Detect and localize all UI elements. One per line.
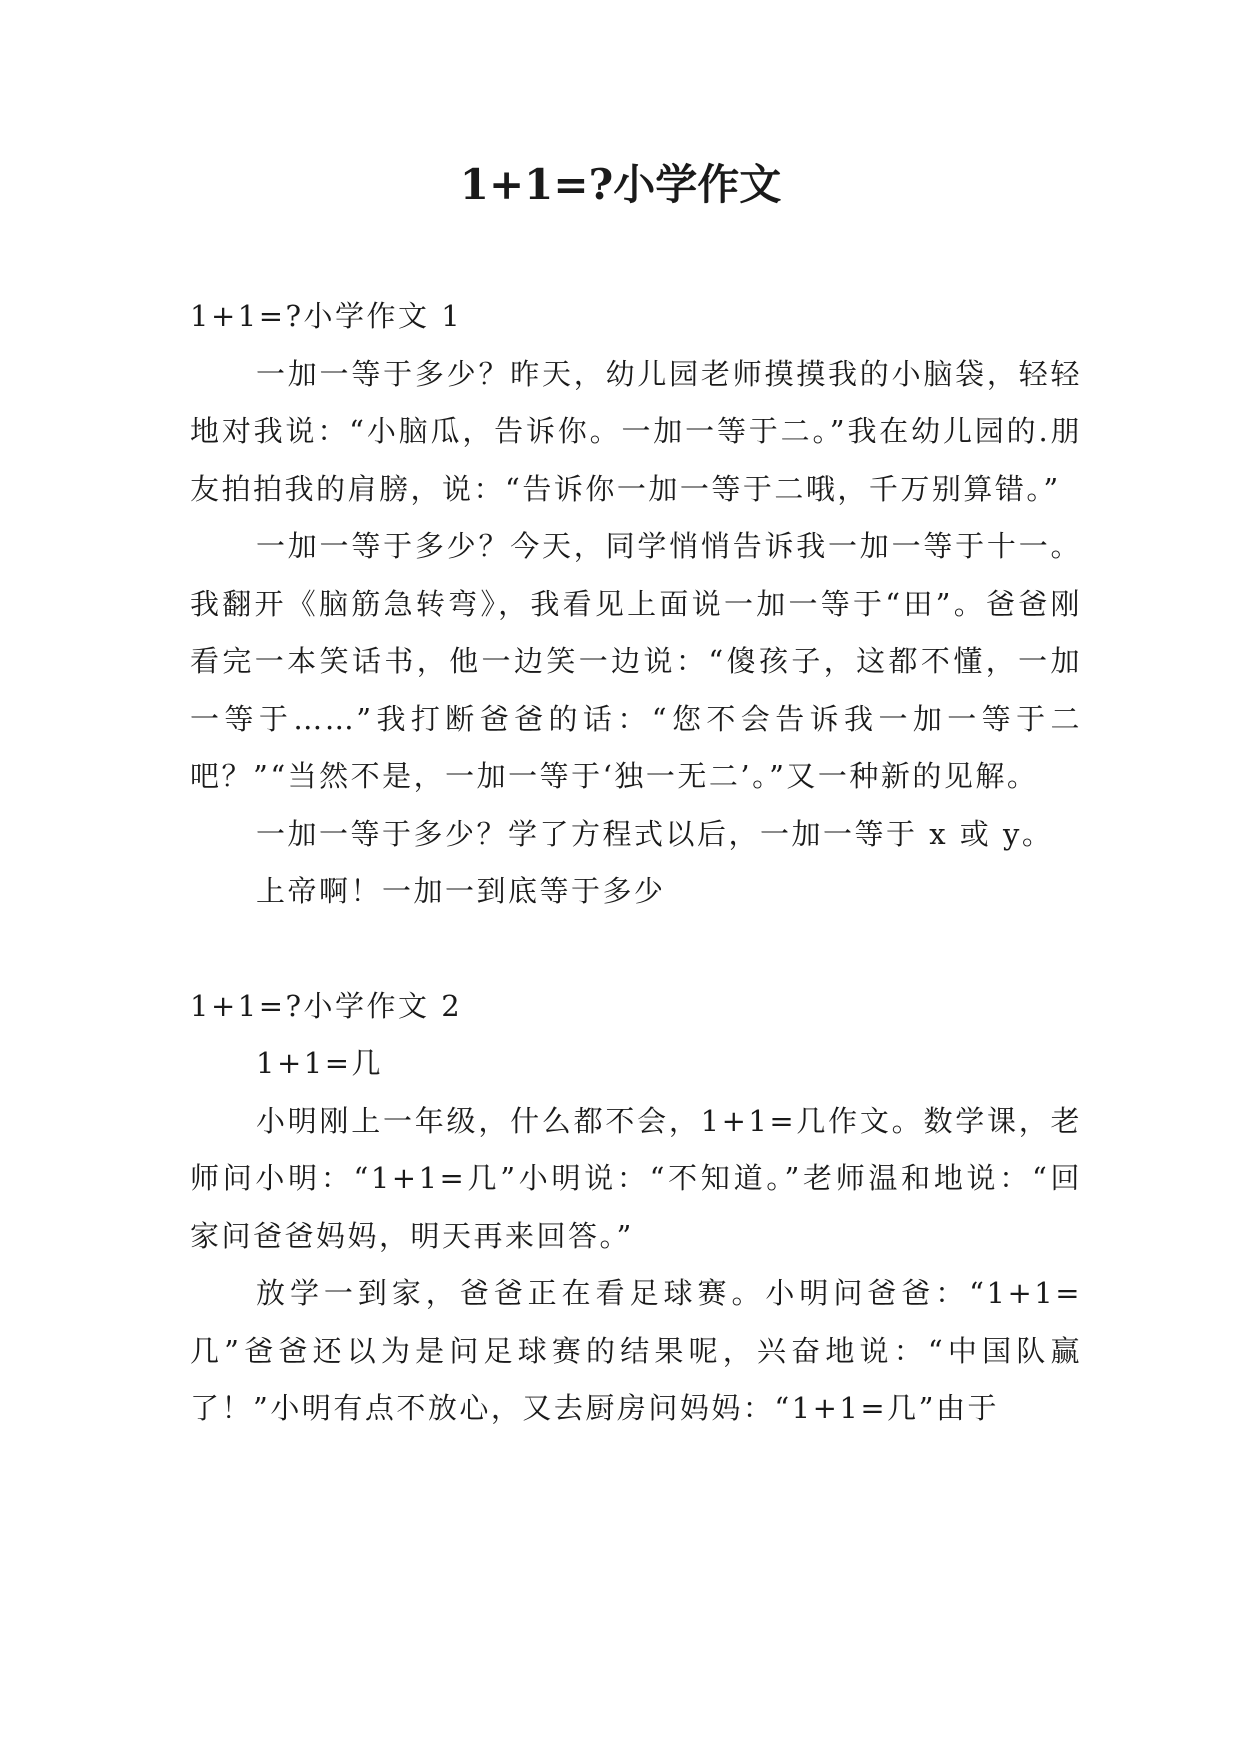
essay-section-2	[190, 978, 1082, 1438]
paragraph: 上帝啊！一加一到底等于多少	[256, 874, 666, 908]
paragraph: 小明刚上一年级，什么都不会，1+1=几作文。数学课，老师问小明：“1+1=几”小明说：“不知道。”老师温和地说：“回家问爸爸妈妈，明天再来回答。”	[190, 1103, 1082, 1253]
paragraph: 1+1=几	[256, 1046, 383, 1080]
document-body	[190, 288, 1082, 1438]
section-spacer	[190, 921, 1082, 978]
essay-section-1	[190, 288, 1082, 921]
paragraph: 一加一等于多少？今天，同学悄悄告诉我一加一等于十一。我翻开《脑筋急转弯》，我看见上面说一加一等于“田”。爸爸刚看完一本笑话书，他一边笑一边说：“傻孩子，这都不懂，一加一等于……”我打断爸爸的话：“您不会告诉我一加一等于二吧？”“当然不是，一加一等于‘独一无二’。”又一种新的见解。	[190, 529, 1082, 793]
paragraph: 一加一等于多少？学了方程式以后，一加一等于 x 或 y。	[256, 816, 1054, 851]
paragraph: 一加一等于多少？昨天，幼儿园老师摸摸我的小脑袋，轻轻地对我说：“小脑瓜，告诉你。一加一等于二。”我在幼儿园的.朋友拍拍我的肩膀，说：“告诉你一加一等于二哦，千万别算错。”	[190, 356, 1082, 506]
paragraph: 放学一到家，爸爸正在看足球赛。小明问爸爸：“1+1=几”爸爸还以为是问足球赛的结果呢，兴奋地说：“中国队赢了！”小明有点不放心，又去厨房问妈妈：“1+1=几”由于	[190, 1276, 1082, 1425]
section-heading: 1+1=?小学作文 1	[190, 299, 463, 333]
document-title: 1+1=?小学作文	[459, 160, 782, 209]
section-heading: 1+1=?小学作文 2	[190, 988, 463, 1023]
